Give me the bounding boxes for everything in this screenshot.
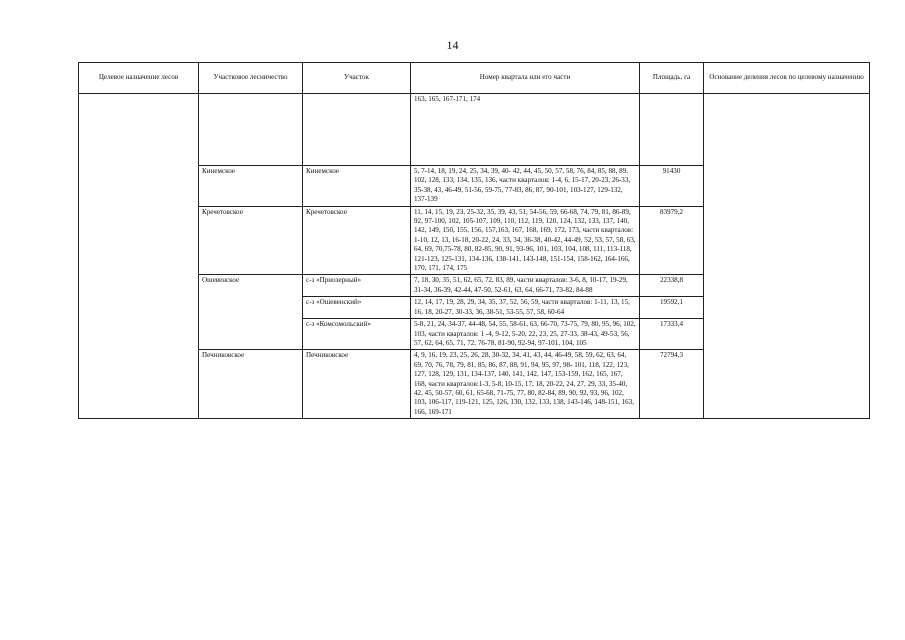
forestry-cell: Кинемское: [199, 166, 303, 207]
area-cell: 17333,4: [640, 319, 704, 350]
area-cell: 91430: [640, 166, 704, 207]
quarters-cell: 7, 18, 30, 35, 51, 62, 65, 72, 83, 89, части кварталов: 3-6, 8, 10-17, 19-29, 31-34, 36-39, 42-44, 47-50, 52-61, 63, 64, 66-71, 73-82, 84-88: [411, 275, 640, 297]
area-cell: 19592,1: [640, 297, 704, 319]
header-forestry: Участковое лесничество: [199, 63, 303, 94]
quarters-cell: 163, 165, 167-171, 174: [411, 94, 640, 166]
section-cell: с-з «Приозерный»: [303, 275, 411, 297]
forestry-cell: Кречетовское: [199, 206, 303, 275]
forestry-cell: Печниковское: [199, 350, 303, 419]
area-cell: 83979,2: [640, 206, 704, 275]
page-number: 14: [446, 38, 459, 52]
quarters-cell: 4, 9, 16, 19, 23, 25, 26, 28, 30-32, 34, 41, 43, 44, 46-49, 58, 59, 62, 63, 64, 69, 70, 76, 78, 79, 81, 85, 86, 87, 88, 91, 94, 95, 97, 98- 101, 118, 122, 123, 127, 128, 129, 131, 134-137, 140, 141, 142, 147, 153-159, 162, 165, 167, 168, части кварталов:1-3, 5-8, 10-15, 17, 18, 20-22, 24, 27, 29, 33, 35-40, 42, 45, 50-57, 60, 61, 65-68, 71-75, 77, 80, 82-84, 89, 90, 92, 93, 96, 102, 103, 106-117, 119-121, 125, 126, 130, 132, 133, 138, 143-146, 148-151, 163, 166, 169-171: [411, 350, 640, 419]
forest-division-table: [78, 62, 870, 419]
header-quarters: Номер квартала или его части: [411, 63, 640, 94]
header-area: Площадь, га: [640, 63, 704, 94]
purpose-cell: [79, 94, 199, 419]
header-basis: Основание деления лесов по целевому назначению: [704, 63, 870, 94]
section-cell: с-з «Ошевенский»: [303, 297, 411, 319]
forestry-cell: Ошевенское: [199, 275, 303, 350]
quarters-cell: 12, 14, 17, 19, 28, 29, 34, 35, 37, 52, 56, 59, части кварталов: 1-11, 13, 15, 16, 18, 20-27, 30-33, 36, 38-51, 53-55, 57, 58, 60-64: [411, 297, 640, 319]
area-cell: 72794,3: [640, 350, 704, 419]
area-cell: [640, 94, 704, 166]
section-cell: с-з «Комсомольский»: [303, 319, 411, 350]
quarters-cell: 5, 7-14, 18, 19, 24, 25, 34, 39, 40- 42, 44, 45, 50, 57, 58, 76, 84, 85, 88, 89, 102, 128, 133, 134, 135, 136, части кварталов: 1-4, 6, 15-17, 20-23, 26-33, 35-38, 43, 46-49, 51-56, 59-75, 77-83, 86, 87, 90-101, 103-127, 129-132, 137-139: [411, 166, 640, 207]
quarters-cell: 11, 14, 15, 19, 23, 25-32, 35, 39, 43, 51, 54-56, 59, 66-68, 74, 79, 81, 86-89, 92, 97-100, 102, 105-107, 109, 110, 112, 119, 120, 124, 132, 133, 137, 140, 142, 149, 150, 155, 156, 157,163, 167, 168, 169, 172, 173, части кварталов: 1-10, 12, 13, 16-18, 20-22, 24, 33, 34, 36-38, 40-42, 44-49, 52, 53, 57, 58, 63, 64, 69, 70,75-78, 80, 82-85, 90, 91, 93-96, 101, 103, 104, 108, 111, 113-118, 121-123, 125-131, 134-136, 138-141, 143-148, 151-154, 158-162, 164-166, 170, 171, 174, 175: [411, 206, 640, 275]
forestry-cell: [199, 94, 303, 166]
section-cell: Печниковское: [303, 350, 411, 419]
quarters-cell: 5-8, 21, 24, 34-37, 44-48, 54, 55, 58-61, 63, 66-70, 73-75, 79, 80, 95, 96, 102, 103, части кварталов: 1 -4, 9-12, 5-20, 22, 23, 25, 27-33, 38-43, 49-53, 56, 57, 62, 64, 65, 71, 72, 76-78, 81-90, 92-94, 97-101, 104, 105: [411, 319, 640, 350]
area-cell: 22338,8: [640, 275, 704, 297]
header-purpose: Целевое назначение лесов: [79, 63, 199, 94]
table-header-row: [79, 63, 870, 94]
header-section: Участок: [303, 63, 411, 94]
section-cell: [303, 94, 411, 166]
section-cell: Кинемское: [303, 166, 411, 207]
section-cell: Кречетовское: [303, 206, 411, 275]
basis-cell: [704, 94, 870, 419]
table-row: [79, 94, 870, 166]
